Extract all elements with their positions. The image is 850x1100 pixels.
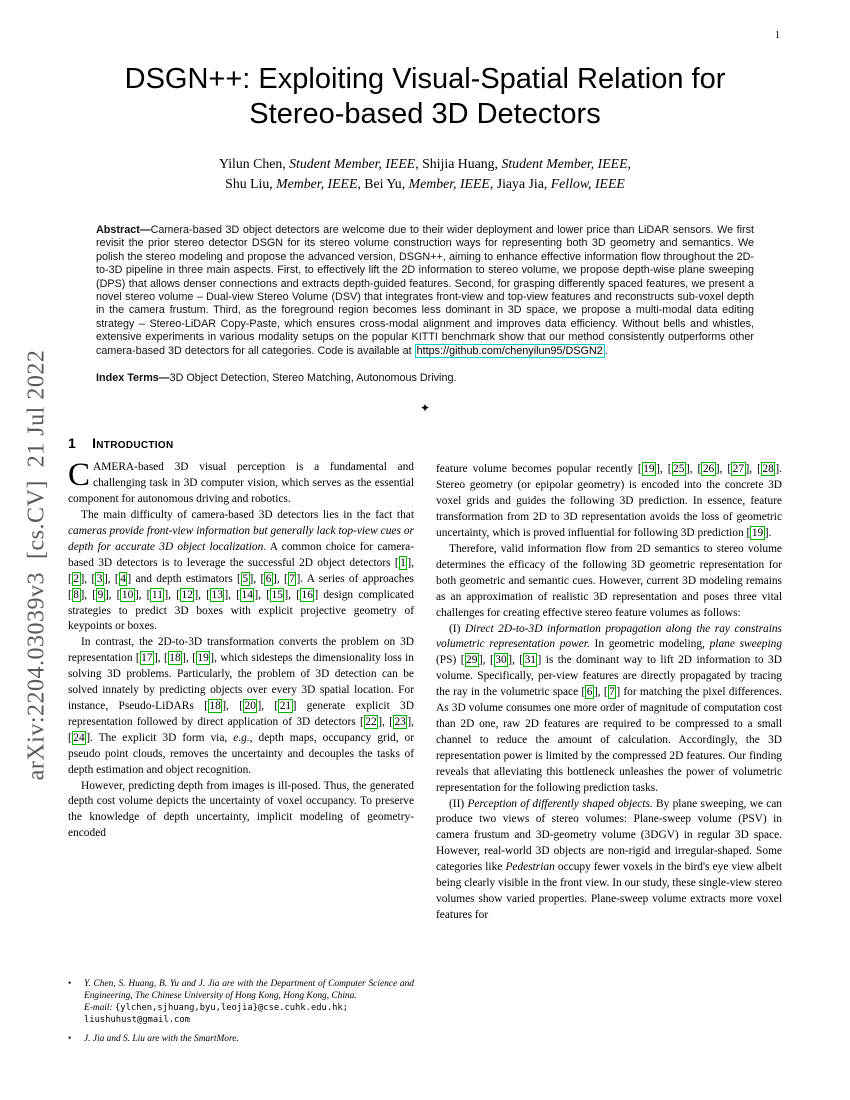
citation-link[interactable]: 7 [289, 572, 295, 585]
arxiv-watermark: arXiv:2204.03039v3 [cs.CV] 21 Jul 2022 [23, 349, 50, 781]
page-number: 1 [775, 30, 780, 41]
index-terms-text: 3D Object Detection, Stereo Matching, Autonomous Driving. [169, 372, 457, 385]
citation-link[interactable]: 3 [96, 572, 103, 585]
footnote-item [68, 1034, 414, 1046]
paragraph: (I) Direct 2D-to-3D information propagation along the ray constrains volumetric representation power. In geometric modeling, plane sweeping (PS) [ 29 ], [ 30 ], [ 31 ] is the dominant way to lift 2D information to 3D volume. Specifically, per-view features are directly propagated by tracing the ray in the volumetric space [ 6 ], [ 7 ] for matching the pixel differences. As 3D volume consumes one more order of magnitude of computation cost than 2D one, raw 2D features are required to be compressed to a small channel to reduce the amount of calculation. Accordingly, the 3D representation power is limited by the compressed 2D features. Our finding reveals that alleviating this bottleneck unleashes the power of volumetric representation for the following prediction tasks. [436, 622, 783, 794]
citation-link[interactable]: 19 [751, 527, 764, 540]
footnote-email-line [84, 1015, 414, 1027]
citation-link[interactable]: 28 [762, 463, 774, 476]
abstract-period: . [604, 344, 608, 357]
paragraph [68, 457, 414, 508]
paper-content [68, 0, 782, 1052]
two-column-body [68, 432, 782, 1052]
index-terms [96, 372, 754, 385]
footnote-bullet: • [68, 1033, 72, 1044]
separator-ornament-icon: ✦ [419, 401, 431, 416]
citation-link[interactable]: 26 [702, 463, 715, 476]
author-line-2: Shu Liu, Member, IEEE, Bei Yu, Member, IEEE, Jiaya Jia, Fellow, IEEE [225, 176, 625, 191]
paragraph: In contrast, the 2D-to-3D transformation converts the problem on 3D representation [ 17 ], [ 18 ], [ 19 ], which sidesteps the dimensionality loss in solving 3D problems. Particularly, the problem of 3D detection can be solved innately by predicting objects over every 3D spatial location. For instance, Pseudo-LiDARs [ 18 ], [ 20 ], [ 21 ] generate explicit 3D representation followed by direct application of 3D detectors [ 22 ], [ 23 ], [ 24 ]. The explicit 3D form via, e.g., depth maps, occupancy grid, or pseudo point clouds, removes the uncertainty and decouples the tasks of depth estimation and object recognition. [68, 636, 415, 776]
abstract-label: Abstract— [96, 224, 151, 236]
citation-link[interactable]: 8 [73, 588, 79, 601]
citation-link[interactable]: 25 [673, 463, 685, 476]
citation-link[interactable]: 31 [524, 654, 536, 667]
index-terms-label: Index Terms— [96, 372, 170, 385]
citation-link[interactable]: 9 [97, 588, 104, 601]
left-column [68, 432, 414, 1052]
citation-link[interactable]: 19 [643, 463, 655, 476]
citation-link[interactable]: 7 [609, 686, 615, 699]
citation-link[interactable]: 20 [244, 699, 256, 712]
citation-link[interactable]: 27 [732, 463, 745, 476]
citation-link[interactable]: 11 [151, 588, 163, 601]
right-column [436, 432, 782, 1052]
paragraph: Therefore, valid information flow from 2D semantics to stereo volume determines the efficacy of the following 3D geometric representation for both geometric and semantic cues. However, current 3D modeling remains as an approximation of realistic 3D representation and poses three vital challenges for creating effective stereo feature volumes as follows: [436, 543, 782, 619]
citation-link[interactable]: 2 [73, 572, 79, 585]
citation-link[interactable]: 6 [586, 686, 593, 699]
citation-link[interactable]: 10 [121, 588, 134, 601]
citation-link[interactable]: 6 [265, 572, 272, 585]
citation-link[interactable]: 13 [211, 588, 223, 601]
footnote-text: J. Jia and S. Liu are with the SmartMore. [84, 1033, 239, 1044]
paragraph: feature volume becomes popular recently [ 19 ], [ 25 ], [ 26 ], [ 27 ], [ 28 ]. Stereo geometry (or epipolar geometry) is encoded into the concrete 3D voxel grids and guides the following 3D prediction. In essence, feature transformation from 2D to 3D representation avoids the loss of geometric uncertainty, which is proved influential for following 3D prediction [ 19 ]. [436, 463, 782, 540]
section-number: 1 [68, 435, 77, 452]
footnote-item [68, 979, 414, 1026]
citation-link[interactable]: 5 [242, 572, 249, 585]
citation-link[interactable]: 18 [169, 652, 181, 665]
citation-link[interactable]: 24 [73, 731, 85, 744]
email-link[interactable]: liushuhust@gmail.com [84, 1014, 190, 1025]
paragraph: However, predicting depth from images is ill-posed. Thus, the generated depth cost volume depicts the uncertainty of voxel occupancy. To preserve the knowledge of depth uncertainty, implicit modeling of geometry-encoded [68, 779, 414, 840]
author-block [68, 154, 782, 194]
code-repository-link[interactable]: https://github.com/chenyilun95/DSGN2 [416, 344, 603, 357]
citation-link[interactable]: 1 [400, 556, 406, 569]
citation-link[interactable]: 22 [365, 715, 377, 728]
footnote-email-line: E-mail: {ylchen,sjhuang,byu,leojia}@cse.cuhk.edu.hk; [84, 1003, 349, 1014]
paragraph-text: AMERA-based 3D visual perception is a fundamental and challenging task in 3D computer vision, which serves as the essential component for autonomous driving and robotics. [68, 461, 414, 506]
abstract-text: Camera-based 3D object detectors are welcome due to their wider deployment and lower price than LiDAR sensors. We first revisit the prior stereo detector DSGN for its stereo volume construction ways for representing both 3D geometry and semantics. We polish the stereo modeling and propose the advanced version, DSGN++, aiming to enhance effective information flow throughout the 2D-to-3D pipeline in three main aspects. First, to effectively lift the 2D information to stereo volume, we propose depth-wise plane sweeping (DPS) that allows denser connections and extracts depth-guided features. Second, for grasping differently spaced features, we present a novel stereo volume – Dual-view Stereo Volume (DSV) that integrates front-view and top-view features and reconstructs sub-voxel depth in the camera frustum. Third, as the foreground region becomes less dominant in 3D space, we propose a multi-modal data editing strategy – Stereo-LiDAR Copy-Paste, which ensures cross-modal alignment and improves data efficiency. Without bells and whistles, extensive experiments in various modality setups on the popular KITTI benchmark show that our method consistently outperforms other camera-based 3D detectors for all categories. Code is available at [96, 224, 754, 357]
author-line-1: Yilun Chen, Student Member, IEEE, Shijia Huang, Student Member, IEEE, [219, 156, 631, 171]
citation-link[interactable]: 23 [394, 715, 406, 728]
drop-cap: C [68, 457, 91, 494]
paragraph: (II) Perception of differently shaped objects. By plane sweeping, we can produce two views of stereo volumes: Plane-sweep volume (PSV) in camera frustum and 3D-geometry volume (3DGV) in regular 3D space. However, real-world 3D objects are non-rigid and irregular-shaped. Some categories like Pedestrian occupy fewer voxels in the bird's eye view albeit being clearly visible in the front view. In our study, these single-view stereo volumes show varied properties. Plane-sweep volume extracts more voxel features for [436, 797, 783, 921]
citation-link[interactable]: 4 [120, 572, 126, 585]
citation-link[interactable]: 19 [197, 652, 209, 665]
citation-link[interactable]: 30 [495, 654, 507, 667]
citation-link[interactable]: 18 [209, 699, 221, 712]
abstract [96, 224, 754, 358]
paper-title: DSGN++: Exploiting Visual-Spatial Relation for Stereo-based 3D Detectors [124, 63, 726, 130]
citation-link[interactable]: 29 [466, 654, 478, 667]
paragraph: The main difficulty of camera-based 3D detectors lies in the fact that cameras provide front-view information but generally lack top-view cues or depth for accurate 3D object localization. A common choice for camera-based 3D detectors is to leverage the successful 2D object detectors [ 1 ], [ 2 ], [ 3 ], [ 4 ] and depth estimators [ 5 ], [ 6 ], [ 7 ]. A series of approaches [ 8 ], [ 9 ], [ 10 ], [ 11 ], [ 12 ], [ 13 ], [ 14 ], [ 15 ], [ 16 ] design complicated strategies to predict 3D boxes with explicit projective geometry of keypoints or boxes. [68, 509, 415, 633]
section-title: Introduction [92, 435, 174, 452]
footnote-body [84, 979, 414, 1026]
citation-link[interactable]: 14 [241, 588, 253, 601]
citation-link[interactable]: 17 [141, 652, 153, 665]
citation-link[interactable]: 15 [271, 588, 283, 601]
author-footnotes [68, 969, 414, 1052]
footnote-body [84, 1034, 414, 1046]
email-link[interactable]: {ylchen,sjhuang,byu,leojia}@cse.cuhk.edu.hk; [114, 1003, 349, 1014]
footnote-bullet: • [68, 979, 72, 990]
footnote-text: Y. Chen, S. Huang, B. Yu and J. Jia are with the Department of Computer Science and Engineering, The Chinese University of Hong Kong, Hong Kong, China. [84, 979, 414, 1002]
citation-link[interactable]: 21 [279, 699, 292, 712]
citation-link[interactable]: 12 [181, 588, 193, 601]
citation-link[interactable]: 16 [301, 588, 313, 601]
section-heading [68, 436, 414, 452]
